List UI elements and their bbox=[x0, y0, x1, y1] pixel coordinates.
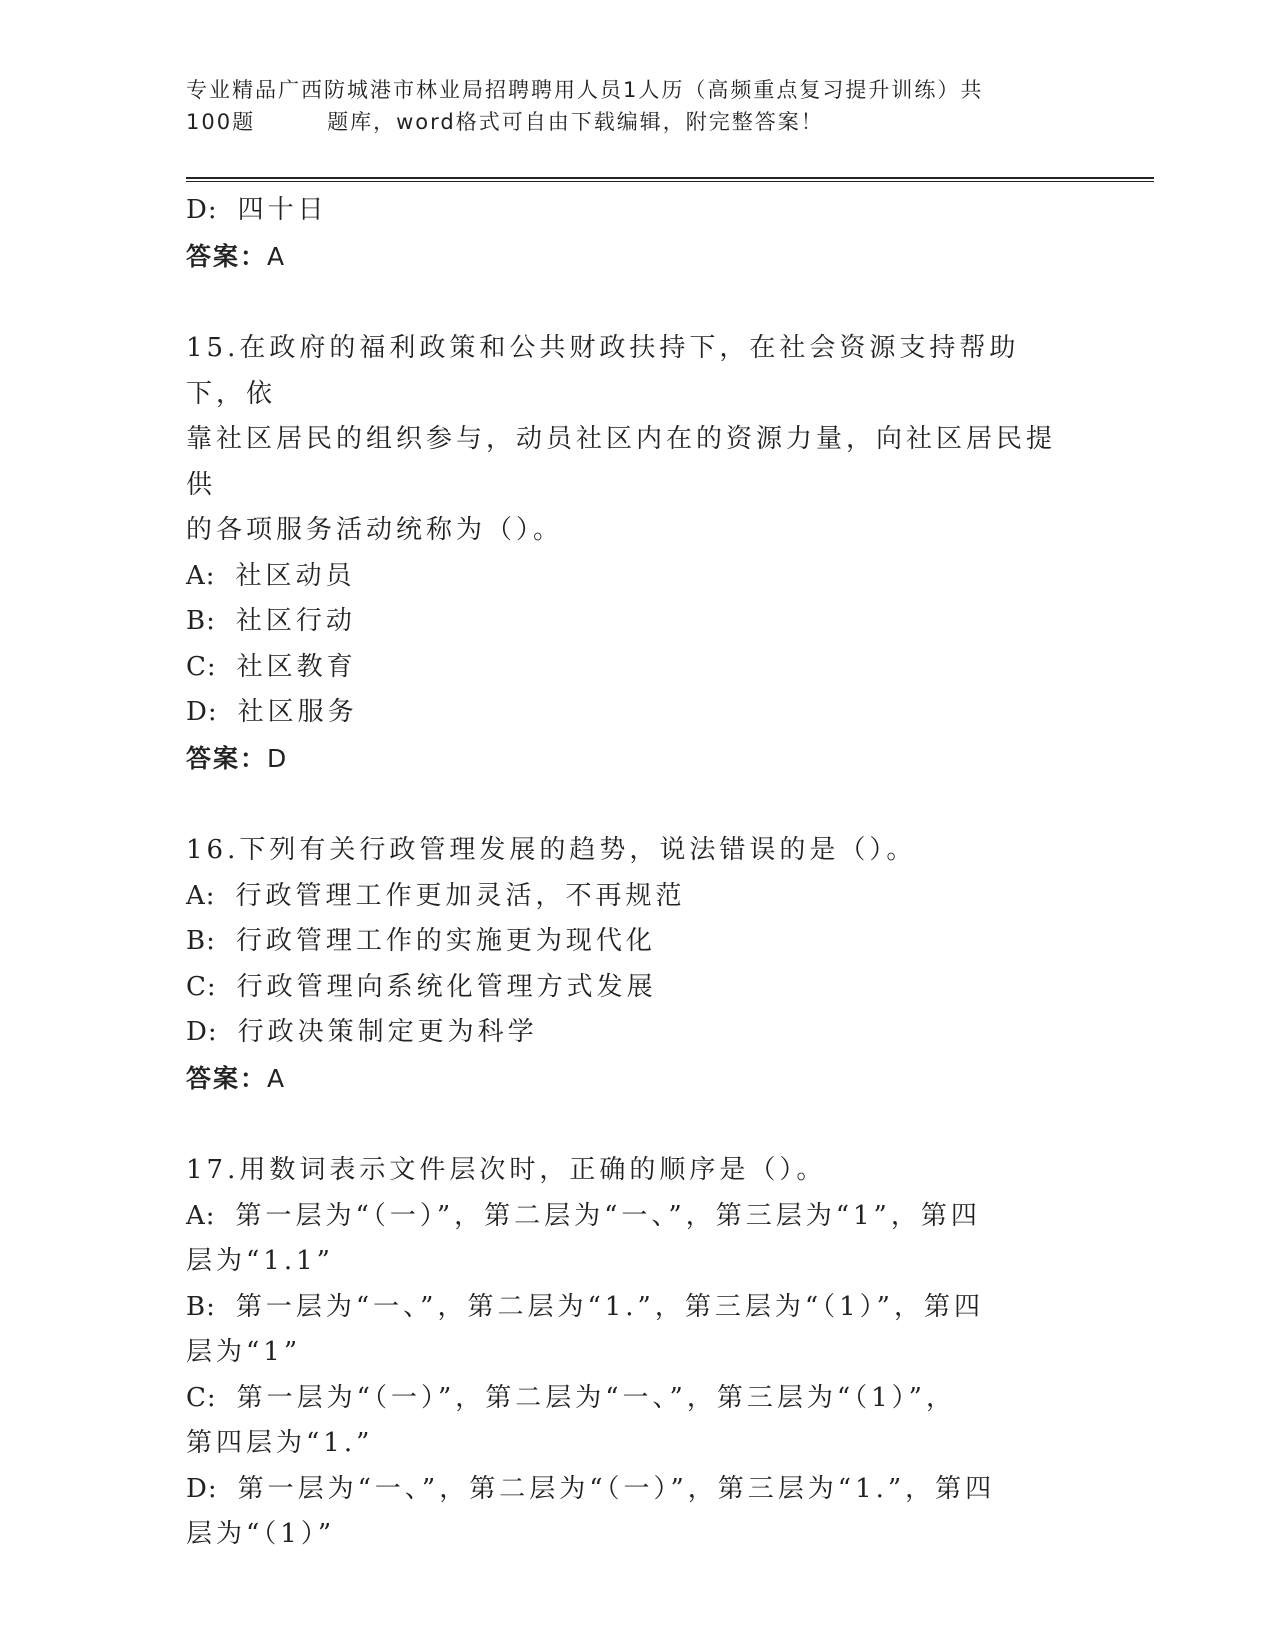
option-text: 层为“（1）” bbox=[186, 1519, 336, 1549]
option-letter: D: bbox=[186, 195, 218, 225]
answer-label: 答案： bbox=[186, 241, 268, 271]
question-stem bbox=[186, 1148, 1066, 1194]
header-divider-thin bbox=[186, 181, 1154, 182]
option-text: 第一层为“（一）”，第二层为“一、”，第三层为“（1）”， bbox=[236, 1382, 956, 1413]
option-text: 行政决策制定更为科学 bbox=[237, 1017, 538, 1047]
document-body bbox=[186, 188, 1066, 1558]
answer-label: 答案： bbox=[186, 743, 268, 773]
option-text: 四十日 bbox=[237, 195, 328, 225]
question-stem-line: 17.用数词表示文件层次时，正确的顺序是（）。 bbox=[186, 1155, 827, 1185]
option-text: 第四层为“1.” bbox=[186, 1428, 374, 1458]
question-option-b bbox=[186, 919, 1066, 965]
document-header bbox=[186, 74, 1086, 138]
header-title-line2 bbox=[186, 110, 824, 134]
option-text: 第一层为“（一）”，第二层为“一、”，第三层为“1”，第四 bbox=[235, 1200, 981, 1231]
header-description: 题库，word格式可自由下载编辑，附完整答案！ bbox=[327, 110, 824, 134]
question-stem-line: 16.下列有关行政管理发展的趋势，说法错误的是（）。 bbox=[186, 835, 917, 865]
option-text: 社区服务 bbox=[237, 697, 358, 727]
question-option-b-cont bbox=[186, 1330, 1066, 1376]
option-letter: B: bbox=[186, 606, 216, 636]
question-option-b bbox=[186, 1285, 1066, 1331]
option-letter: B: bbox=[186, 926, 216, 956]
question-option-c-cont bbox=[186, 1421, 1066, 1467]
option-letter: A: bbox=[186, 880, 216, 911]
option-letter: B: bbox=[186, 1291, 216, 1322]
answer-value: D bbox=[267, 743, 289, 773]
question-option-d bbox=[186, 1467, 1066, 1513]
option-text: 第一层为“一、”，第二层为“1.”，第三层为“（1）”，第四 bbox=[235, 1291, 984, 1322]
prev-question-answer bbox=[186, 234, 1066, 280]
option-letter: A: bbox=[186, 560, 216, 591]
question-option-c bbox=[186, 1376, 1066, 1422]
option-letter: D: bbox=[186, 1017, 218, 1047]
answer-label: 答案： bbox=[186, 1063, 268, 1093]
question-15 bbox=[186, 326, 1066, 781]
question-stem-line: 15.在政府的福利政策和公共财政扶持下，在社会资源支持帮助下，依 bbox=[186, 333, 1020, 409]
option-text: 第一层为“一、”，第二层为“（一）”，第三层为“1.”，第四 bbox=[237, 1473, 996, 1504]
question-stem-line: 靠社区居民的组织参与，动员社区内在的资源力量，向社区居民提供 bbox=[186, 424, 1057, 500]
question-stem-line: 的各项服务活动统称为（）。 bbox=[186, 515, 564, 545]
option-text: 社区行动 bbox=[235, 606, 356, 636]
question-option-a bbox=[186, 874, 1066, 920]
question-option-c bbox=[186, 965, 1066, 1011]
option-text: 层为“1.1” bbox=[186, 1246, 334, 1276]
option-text: 社区教育 bbox=[236, 651, 357, 682]
question-stem bbox=[186, 828, 1066, 874]
option-text: 行政管理工作的实施更为现代化 bbox=[235, 926, 656, 956]
option-letter: C: bbox=[186, 651, 217, 682]
option-letter: D: bbox=[186, 1473, 218, 1504]
option-letter: C: bbox=[186, 1382, 217, 1413]
option-text: 社区动员 bbox=[235, 560, 356, 591]
question-option-b bbox=[186, 599, 1066, 645]
option-text: 层为“1” bbox=[186, 1337, 302, 1367]
option-letter: A: bbox=[186, 1200, 216, 1231]
question-answer bbox=[186, 1056, 1066, 1102]
answer-value: A bbox=[267, 241, 287, 271]
prev-question-option-d bbox=[186, 188, 1066, 234]
option-text: 行政管理向系统化管理方式发展 bbox=[236, 971, 657, 1002]
question-option-c bbox=[186, 645, 1066, 691]
question-option-d bbox=[186, 1010, 1066, 1056]
answer-value: A bbox=[267, 1063, 287, 1093]
header-question-count: 100题 bbox=[186, 110, 256, 134]
question-option-a-cont bbox=[186, 1239, 1066, 1285]
question-17 bbox=[186, 1148, 1066, 1558]
question-option-a bbox=[186, 554, 1066, 600]
header-divider-thick bbox=[186, 177, 1154, 179]
option-letter: C: bbox=[186, 971, 217, 1002]
header-title-line1: 专业精品广西防城港市林业局招聘聘用人员1人历（高频重点复习提升训练）共 bbox=[186, 78, 984, 102]
question-option-d-cont bbox=[186, 1512, 1066, 1558]
question-answer bbox=[186, 736, 1066, 782]
option-text: 行政管理工作更加灵活，不再规范 bbox=[235, 880, 686, 911]
option-letter: D: bbox=[186, 697, 218, 727]
question-stem bbox=[186, 326, 1066, 554]
question-option-d bbox=[186, 690, 1066, 736]
question-option-a bbox=[186, 1194, 1066, 1240]
question-16 bbox=[186, 828, 1066, 1101]
